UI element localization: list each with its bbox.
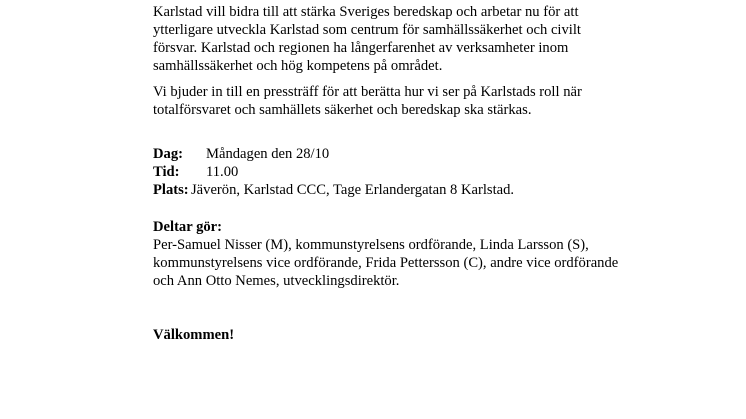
event-details (153, 145, 623, 199)
intro-paragraph-1: Karlstad vill bidra till att stärka Sveriges beredskap och arbetar nu för att ytterligare utveckla Karlstad som centrum för samhällssäkerhet och civilt försvar. Karlstad och regionen ha långerfarenhet av verksamheter inom samhällssäkerhet och hög kompetens på området. (153, 4, 581, 74)
intro-paragraph-2: Vi bjuder in till en pressträff för att berätta hur vi ser på Karlstads roll när totalförsvaret och samhällets säkerhet och beredskap ska stärkas. (153, 84, 582, 118)
day-row (153, 145, 623, 163)
time-value: 11.00 (206, 164, 239, 180)
time-label: Tid: (153, 164, 180, 180)
place-value: Jäverön, Karlstad CCC, Tage Erlandergatan 8 Karlstad. (191, 182, 515, 198)
participants-section (153, 218, 623, 290)
participants-heading: Deltar gör: (153, 219, 223, 235)
day-value: Måndagen den 28/10 (206, 146, 330, 162)
place-row (153, 181, 623, 199)
place-label: Plats: (153, 182, 189, 198)
day-label: Dag: (153, 146, 183, 162)
document-page (153, 3, 623, 344)
participants-text: Per-Samuel Nisser (M), kommunstyrelsens ordförande, Linda Larsson (S), kommunstyrelsens vice ordförande, Frida Pettersson (C), andre vice ordförande och Ann Otto Nemes, utvecklingsdirektör. (153, 237, 619, 289)
welcome-text: Välkommen! (153, 327, 235, 343)
time-row (153, 163, 623, 181)
